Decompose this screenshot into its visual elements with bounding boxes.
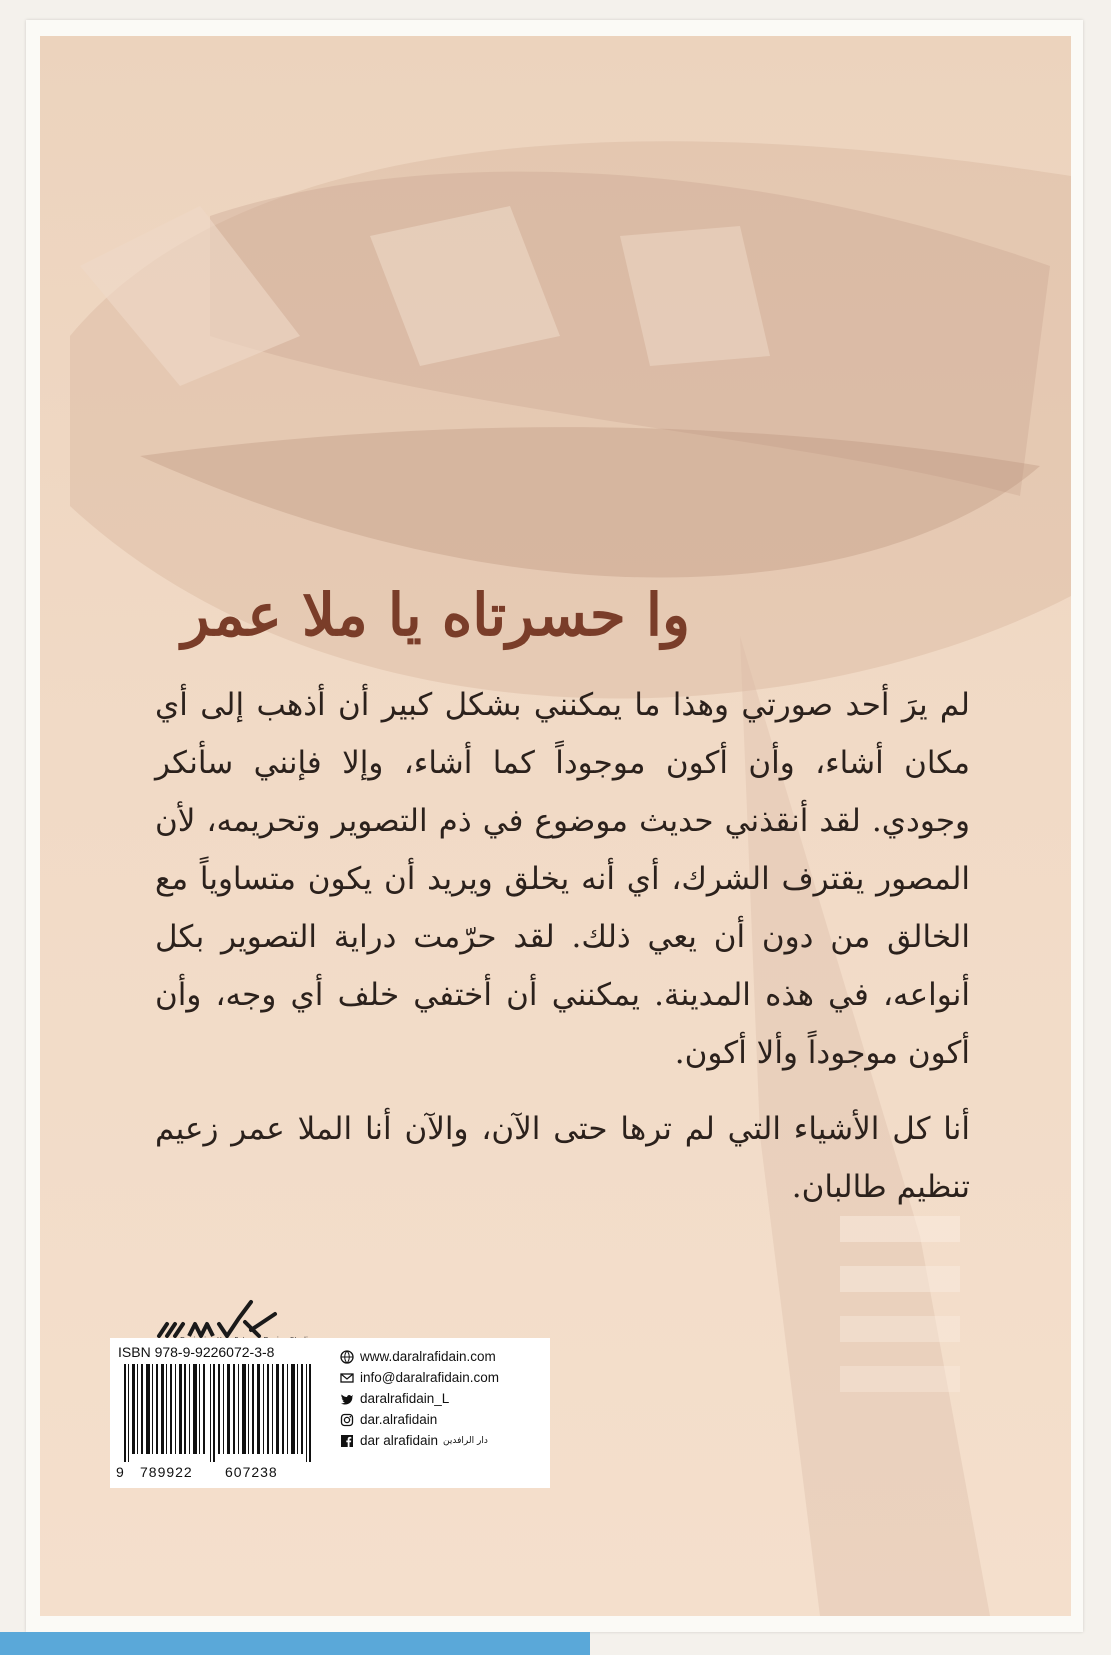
- contact-email[interactable]: [340, 1367, 545, 1388]
- twitter-icon: [340, 1392, 354, 1406]
- email-text: info@daralrafidain.com: [360, 1370, 500, 1385]
- isbn-contact-box: [110, 1338, 550, 1488]
- facebook-text: dar alrafidain: [360, 1433, 439, 1448]
- blurb-paragraph-1: لم يرَ أحد صورتي وهذا ما يمكنني بشكل كبير أن أذهب إلى أي مكان أشاء، وأن أكون موجوداً كما أشاء، وإلا فإنني سأنكر وجودي. لقد أنقذني حديث موضوع في ذم التصوير وتحريمه، لأن المصور يقترف الشرك، أي أنه يخلق ويريد أن يكون متساوياً مع الخالق من دون أن يعي ذلك. لقد حرّمت دراية التصوير بكل أنواعه، في هذه المدينة. يمكنني أن أختفي خلف أي وجه، وأن أكون موجوداً وألا أكون.: [155, 687, 970, 1071]
- barcode-digit-first: 9: [116, 1464, 124, 1480]
- facebook-arabic-text: دار الرافدين: [443, 1435, 488, 1446]
- blurb-paragraph-2: أنا كل الأشياء التي لم ترها حتى الآن، والآن أنا الملا عمر زعيم تنظيم طالبان.: [155, 1111, 970, 1205]
- barcode-digits-group-2: 607238: [225, 1464, 278, 1480]
- contact-facebook[interactable]: [340, 1430, 545, 1451]
- mail-icon: [340, 1371, 354, 1385]
- contact-twitter[interactable]: [340, 1388, 545, 1409]
- barcode-digits-group-1: 789922: [140, 1464, 193, 1480]
- contact-instagram[interactable]: [340, 1409, 545, 1430]
- barcode: [118, 1364, 323, 1462]
- blurb: [155, 676, 970, 1216]
- blue-strip: [0, 1632, 590, 1655]
- instagram-text: dar.alrafidain: [360, 1412, 438, 1427]
- twitter-text: daralrafidain_L: [360, 1391, 450, 1406]
- website-text: www.daralrafidain.com: [360, 1349, 496, 1364]
- book-title: وا حسرتاه يا ملا عمر: [181, 581, 690, 649]
- publisher-contacts: [340, 1346, 545, 1451]
- globe-icon: [340, 1350, 354, 1364]
- contact-website[interactable]: [340, 1346, 545, 1367]
- facebook-icon: [340, 1434, 354, 1448]
- isbn-label: ISBN 978-9-9226072-3-8: [118, 1344, 275, 1360]
- cover-panel: [40, 36, 1071, 1616]
- instagram-icon: [340, 1413, 354, 1427]
